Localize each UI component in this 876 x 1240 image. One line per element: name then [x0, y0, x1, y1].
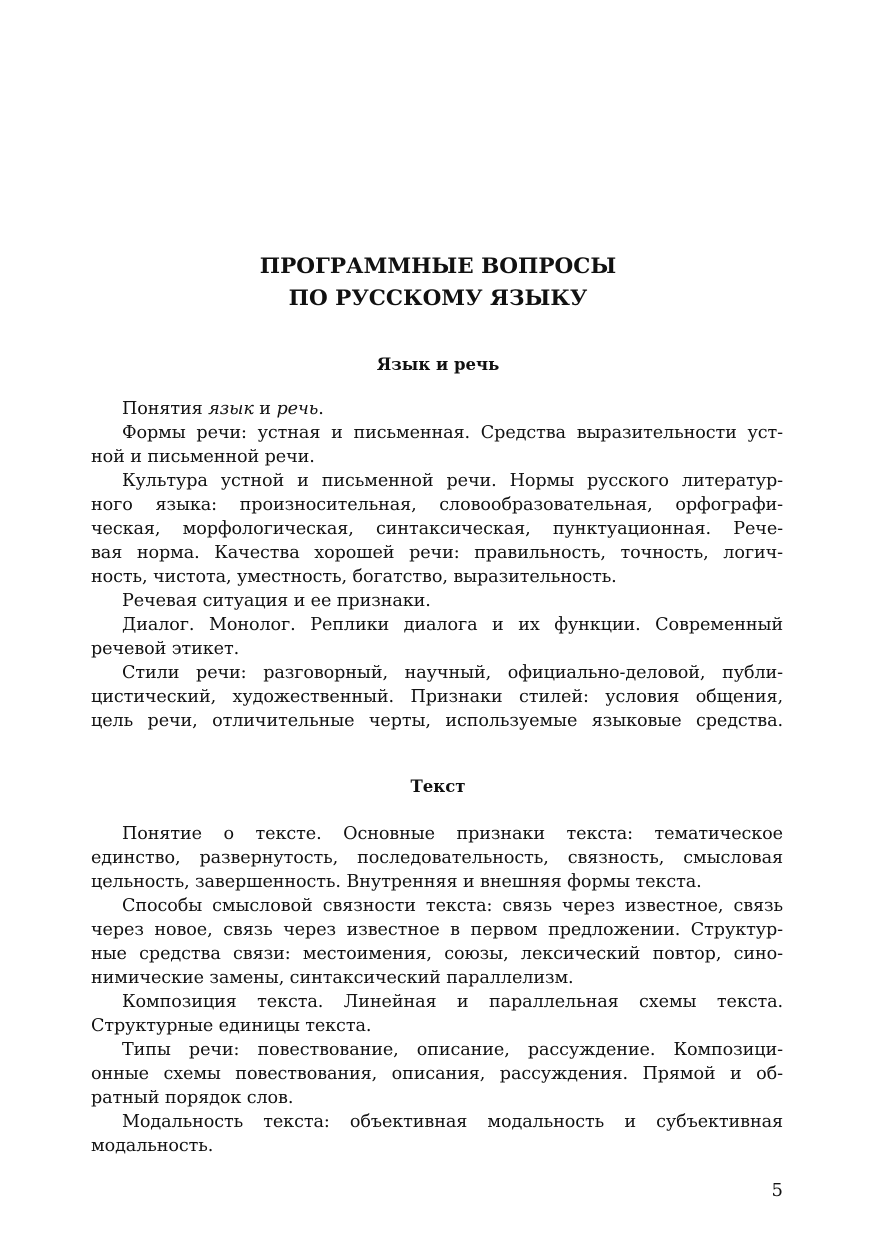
- paragraph-line: Модальность текста: объективная модальность и субъективная: [122, 1112, 783, 1132]
- paragraph-line: Композиция текста. Линейная и параллельная схемы текста.: [122, 992, 783, 1012]
- section-heading-language-and-speech: Язык и речь: [376, 355, 500, 374]
- paragraph-line: ность, чистота, уместность, богатство, выразительность.: [91, 567, 617, 587]
- paragraph-line: цель речи, отличительные черты, используемые языковые средства.: [91, 711, 783, 731]
- page-title-line-1: ПРОГРАММНЫЕ ВОПРОСЫ: [259, 254, 617, 279]
- paragraph-line: онные схемы повествования, описания, рассуждения. Прямой и об-: [91, 1064, 783, 1084]
- paragraph-line: Понятия язык и речь.: [122, 399, 324, 419]
- page-number: 5: [771, 1180, 783, 1201]
- paragraph-line: вая норма. Качества хорошей речи: правильность, точность, логич-: [91, 543, 783, 563]
- paragraph-line: нимические замены, синтаксический параллелизм.: [91, 968, 574, 988]
- section-heading-text: Текст: [410, 777, 466, 796]
- paragraph-line: цистический, художественный. Признаки стилей: условия общения,: [91, 687, 783, 707]
- section-body-text: [91, 822, 783, 1158]
- paragraph-line: Понятие о тексте. Основные признаки текста: тематическое: [122, 824, 783, 844]
- paragraph-line: Диалог. Монолог. Реплики диалога и их функции. Современный: [122, 615, 783, 635]
- page-title-line-2: ПО РУССКОМУ ЯЗЫКУ: [288, 286, 588, 311]
- paragraph-line: Речевая ситуация и ее признаки.: [122, 591, 431, 611]
- paragraph-line: через новое, связь через известное в первом предложении. Структур-: [91, 920, 783, 940]
- paragraph-line: модальность.: [91, 1136, 214, 1156]
- paragraph-line: единство, развернутость, последовательность, связность, смысловая: [91, 848, 783, 868]
- paragraph-line: Стили речи: разговорный, научный, официально-деловой, публи-: [122, 663, 783, 683]
- paragraph-line: Культура устной и письменной речи. Нормы русского литератур-: [122, 471, 783, 491]
- paragraph-line: ческая, морфологическая, синтаксическая, пунктуационная. Рече-: [91, 519, 783, 539]
- paragraph-line: Типы речи: повествование, описание, рассуждение. Композици-: [122, 1040, 783, 1060]
- paragraph-line: ратный порядок слов.: [91, 1088, 294, 1108]
- paragraph-line: ные средства связи: местоимения, союзы, лексический повтор, сино-: [91, 944, 783, 964]
- paragraph-line: Способы смысловой связности текста: связь через известное, связь: [122, 896, 783, 916]
- section-body-language-and-speech: [91, 397, 783, 733]
- paragraph-line: цельность, завершенность. Внутренняя и внешняя формы текста.: [91, 872, 702, 892]
- paragraph-line: речевой этикет.: [91, 639, 240, 659]
- paragraph-line: Структурные единицы текста.: [91, 1016, 372, 1036]
- paragraph-line: ного языка: произносительная, словообразовательная, орфографи-: [91, 495, 783, 515]
- paragraph-line: ной и письменной речи.: [91, 447, 315, 467]
- paragraph-line: Формы речи: устная и письменная. Средства выразительности уст-: [122, 423, 783, 443]
